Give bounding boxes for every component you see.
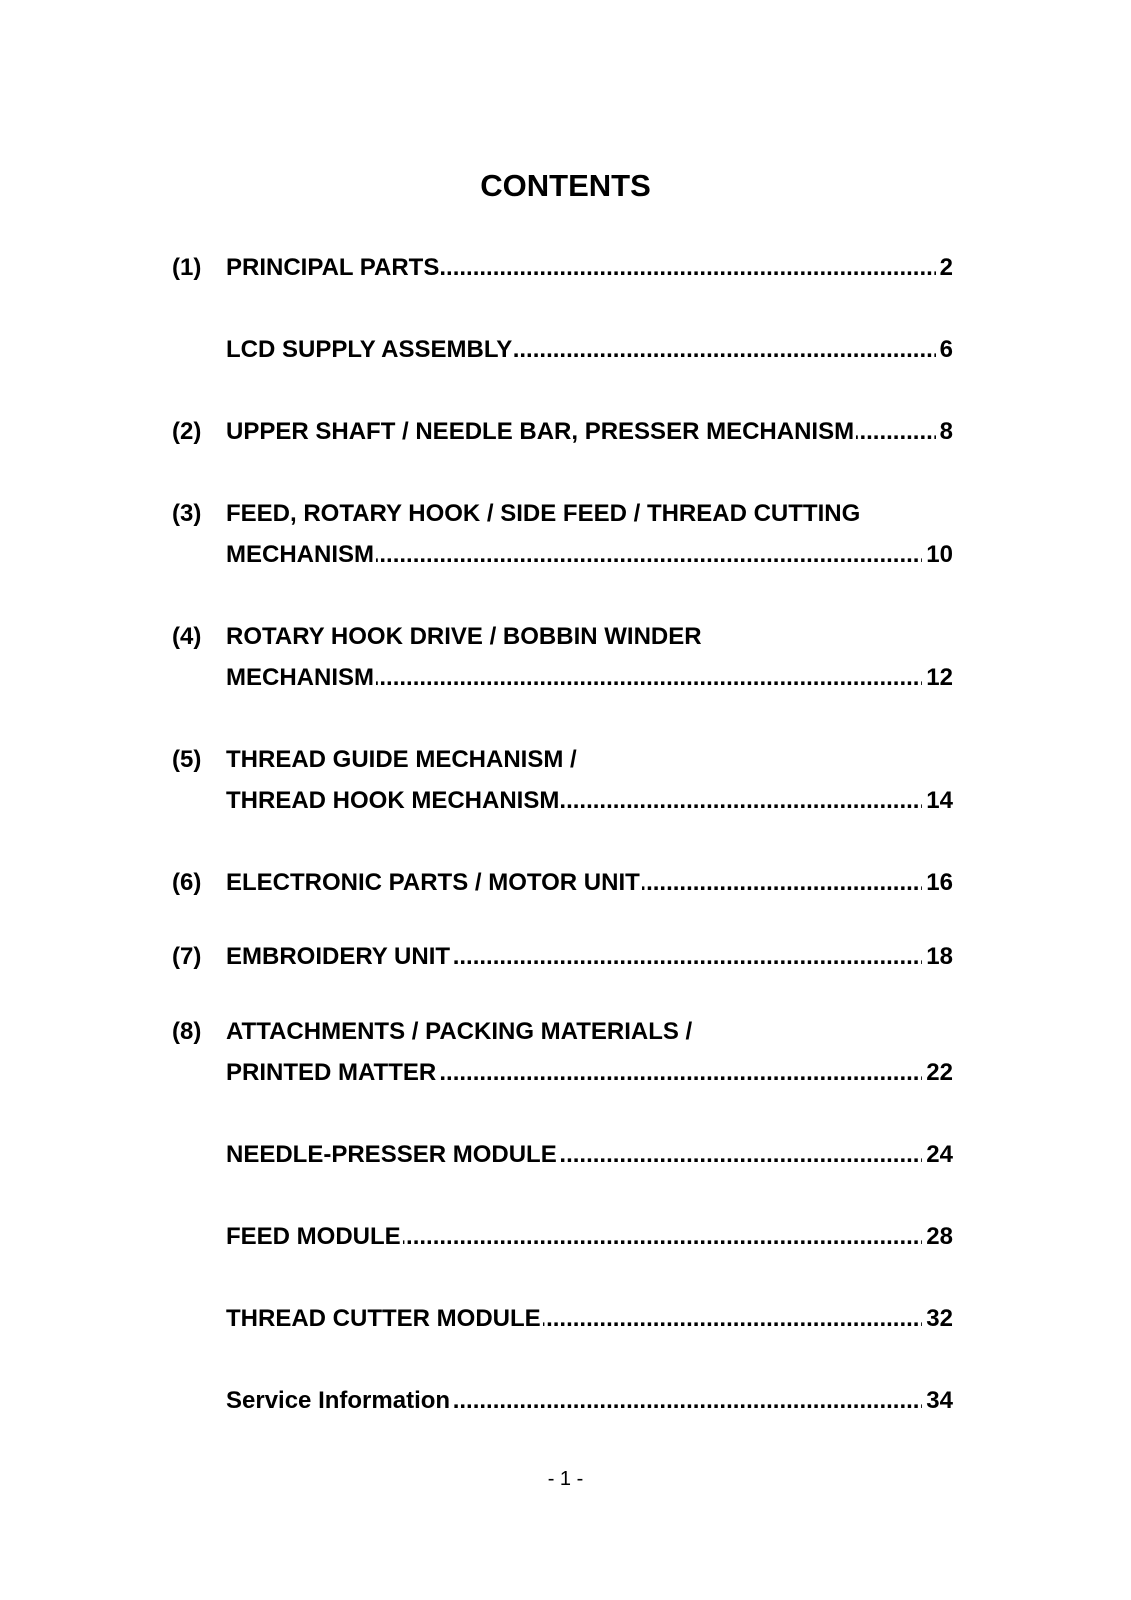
toc-entry-title: ..... MECHANISM [226,662,376,694]
toc-entry-title: ATTACHMENTS / PACKING MATERIALS / [226,1016,694,1048]
toc-entry-feed-line-2[interactable] [226,539,953,571]
toc-number: (1) [172,254,202,281]
toc-entry-thread-guide-line-2[interactable] [226,785,953,817]
toc-page-number: 10 [922,539,953,571]
toc-entry-principal-parts[interactable] [226,252,953,284]
toc-entry-title: ..... PRINTED MATTER [226,1057,438,1089]
page-number-footer: - 1 - [547,1468,584,1490]
toc-page-number: 6 [936,334,953,366]
toc-page-number: 8 [936,416,953,448]
toc-entry-title: ..... MECHANISM [226,539,376,571]
toc-page-number: 2 [936,252,953,284]
toc-entry-title: ..... NEEDLE-PRESSER MODULE [226,1139,559,1171]
toc-entry-rotary-hook-line-2[interactable] [226,662,953,694]
toc-page-number: 32 [922,1303,953,1335]
toc-number: (6) [172,869,202,896]
toc-number: (5) [172,746,202,773]
toc-page-number: 18 [922,941,953,973]
toc-entry-thread-guide-line-1[interactable] [226,744,953,776]
toc-entry-title: ..... LCD SUPPLY ASSEMBLY [226,334,514,366]
toc-entry-title: ..... FEED MODULE [226,1221,403,1253]
toc-entry-title: ..... Service Information [226,1385,452,1417]
toc-number: (8) [172,1018,202,1045]
toc-entry-title: THREAD GUIDE MECHANISM / [226,744,579,776]
toc-page-number: 14 [922,785,953,817]
toc-entry-attachments-line-2[interactable] [226,1057,953,1089]
toc-entry-title: ROTARY HOOK DRIVE / BOBBIN WINDER [226,621,704,653]
toc-page-number: 34 [922,1385,953,1417]
toc-entry-lcd-supply-assembly[interactable] [226,334,953,366]
toc-entry-electronic-parts[interactable] [226,867,953,899]
toc-entry-feed-module[interactable] [226,1221,953,1253]
toc-entry-title: ..... THREAD CUTTER MODULE [226,1303,543,1335]
toc-page-number: 12 [922,662,953,694]
toc-page-number: 28 [922,1221,953,1253]
toc-entry-needle-presser-module[interactable] [226,1139,953,1171]
toc-entry-thread-cutter-module[interactable] [226,1303,953,1335]
toc-entry-upper-shaft[interactable] [226,416,953,448]
toc-entry-title: ..... EMBROIDERY UNIT [226,941,452,973]
toc-entry-title: ..... THREAD HOOK MECHANISM [226,785,561,817]
page-title: CONTENTS [480,168,651,203]
toc-page-number: 16 [922,867,953,899]
toc-entry-service-information[interactable] [226,1385,953,1417]
toc-entry-title: ..... UPPER SHAFT / NEEDLE BAR, PRESSER MECHANISM [226,416,856,448]
toc-entry-embroidery-unit[interactable] [226,941,953,973]
toc-number: (7) [172,943,202,970]
toc-entry-title: ..... PRINCIPAL PARTS [226,252,441,284]
toc-number: (2) [172,418,202,445]
toc-entry-feed-line-1[interactable] [226,498,953,530]
toc-number: (4) [172,623,202,650]
toc-page-number: 24 [922,1139,953,1171]
toc-page-number: 22 [922,1057,953,1089]
toc-entry-title: FEED, ROTARY HOOK / SIDE FEED / THREAD CUTTING [226,498,862,530]
toc-entry-title: ..... ELECTRONIC PARTS / MOTOR UNIT [226,867,642,899]
toc-number: (3) [172,500,202,527]
toc-entry-attachments-line-1[interactable] [226,1016,953,1048]
toc-entry-rotary-hook-line-1[interactable] [226,621,953,653]
